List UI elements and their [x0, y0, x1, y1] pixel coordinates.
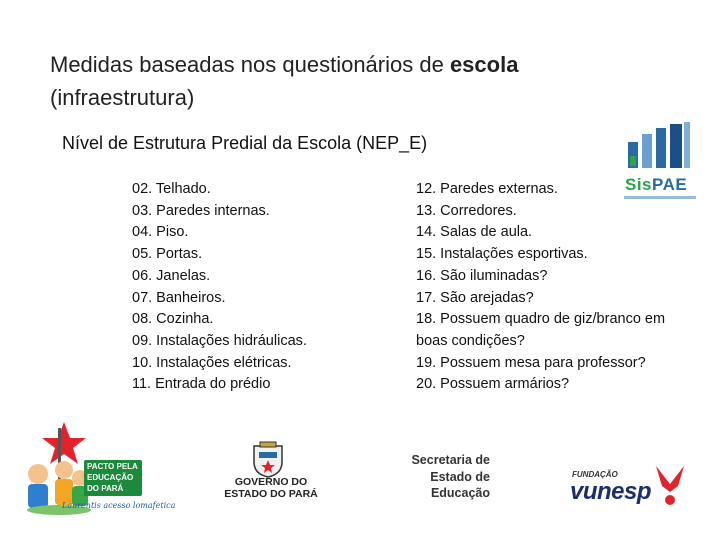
list-item: 07. Banheiros. [132, 289, 226, 306]
seduc-line1: Secretaria de [411, 453, 490, 467]
sispae-wordmark [625, 175, 687, 195]
vunesp-bird-icon [650, 462, 690, 507]
list-item: 20. Possuem armários? [416, 376, 570, 393]
vunesp-fundacao-label: FUNDAÇÃO [572, 470, 618, 479]
pacto-signature: Laurentis acesso lomafetica [62, 501, 176, 510]
list-item: 05. Portas. [132, 246, 203, 263]
seduc-line3: Educação [430, 486, 490, 500]
sispae-wordmark-a: Sis [625, 175, 653, 194]
seduc-label [398, 452, 490, 502]
title-text-line2: (infraestrutura) [50, 85, 195, 110]
list-item: 02. Telhado. [132, 181, 211, 197]
section-heading: Nível de Estrutura Predial da Escola (NEP_E) [62, 133, 428, 153]
list-item: 10. Instalações elétricas. [132, 354, 292, 371]
list-item: 19. Possuem mesa para professor? [416, 354, 646, 371]
list-item: 13. Corredores. [416, 202, 517, 219]
slide-title [50, 48, 610, 114]
vunesp-wordmark: vunesp [570, 478, 652, 505]
government-label-line1: GOVERNO DO [234, 476, 308, 488]
list-item: 04. Piso. [132, 224, 189, 241]
list-item: 12. Paredes externas. [416, 181, 558, 197]
list-item: 16. São iluminadas? [416, 267, 548, 284]
item-list-left [132, 179, 307, 396]
list-item: 09. Instalações hidráulicas. [132, 332, 307, 349]
list-item: 15. Instalações esportivas. [416, 246, 588, 263]
government-label-line2: ESTADO DO PARÁ [224, 488, 318, 500]
list-item: 06. Janelas. [132, 267, 211, 284]
pacto-label: PACTO PELA EDUCAÇÃO DO PARÁ [87, 462, 138, 493]
title-emphasis: escola [449, 52, 519, 77]
title-text: Medidas baseadas nos questionários de [50, 52, 450, 77]
item-list-right [416, 179, 686, 396]
list-item: 11. Entrada do prédio [132, 376, 271, 393]
government-label [216, 476, 326, 500]
list-item: 14. Salas de aula. [416, 224, 533, 241]
list-item: 18. Possuem quadro de giz/branco em boas condições? [416, 311, 666, 349]
government-crest-icon [250, 440, 286, 478]
sispae-tagline-bar [624, 196, 696, 199]
list-item: 17. São arejadas? [416, 289, 534, 306]
list-item: 08. Cozinha. [132, 311, 214, 328]
sispae-wordmark-b: PAE [652, 175, 688, 194]
seduc-line2: Estado de [430, 469, 490, 484]
list-item: 03. Paredes internas. [132, 202, 270, 219]
